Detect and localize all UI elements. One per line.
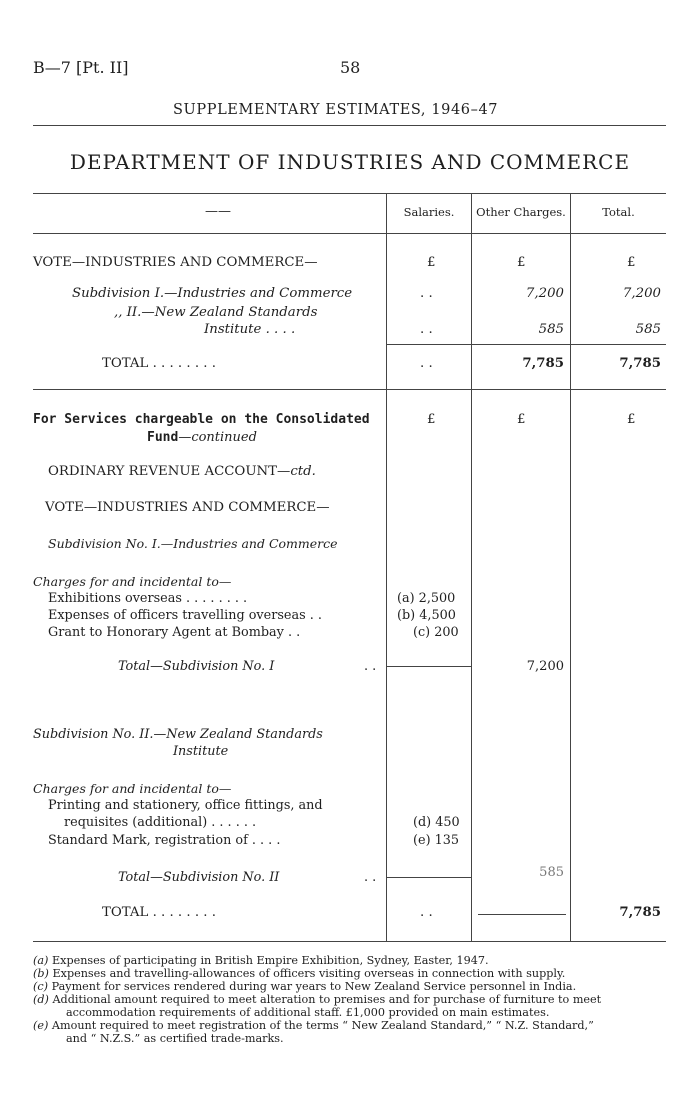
fund-word: Fund xyxy=(147,430,179,445)
other-charges-head: Other Charges. xyxy=(476,205,566,219)
sub2-heading-line1: Subdivision No. II.—New Zealand Standards xyxy=(33,727,323,742)
sub2-heading-line2: Institute xyxy=(173,744,229,759)
summary-sub1-line: Subdivision I.—Industries and Commerce xyxy=(72,286,353,301)
table-top-rule xyxy=(33,193,666,194)
page-number: 58 xyxy=(340,58,361,77)
header-rule xyxy=(33,125,666,126)
description-head: —— xyxy=(205,204,231,219)
footnote-d-continued xyxy=(66,1006,549,1019)
footnote-mark: (d) xyxy=(33,993,49,1006)
ordinary-account-ctd: ctd. xyxy=(290,464,316,479)
summary-sub2-line2: Institute . . . . xyxy=(204,322,296,337)
grand-total-rule xyxy=(478,914,566,915)
footnote-mark: (e) xyxy=(33,1019,49,1032)
salaries-head: Salaries. xyxy=(403,205,455,219)
detail-currency-other: £ xyxy=(517,412,526,427)
sub1-item-exhibitions: Exhibitions overseas . . . . . . . . xyxy=(48,591,248,606)
grand-total: 7,785 xyxy=(619,905,661,920)
sub2-total-rule xyxy=(386,877,471,878)
summary-total-other: 7,785 xyxy=(522,356,564,371)
summary-vote-title: VOTE—INDUSTRIES AND COMMERCE— xyxy=(33,255,318,270)
total-head: Total. xyxy=(602,205,635,219)
column-rule-other xyxy=(471,193,472,941)
summary-currency-total: £ xyxy=(627,255,636,270)
table-bottom-rule xyxy=(33,941,666,942)
summary-subtotal-rule xyxy=(386,344,666,345)
footnote-mark: (c) xyxy=(33,980,48,993)
sub2-amount-printing: (d) 450 xyxy=(413,815,460,830)
ordinary-account-text: ORDINARY REVENUE ACCOUNT— xyxy=(48,464,291,479)
sub2-item-printing-line1: Printing and stationery, office fittings, and xyxy=(48,798,323,813)
footnote-text: and “ N.Z.S.” as certified trade-marks. xyxy=(66,1032,284,1045)
footnote-text: Payment for services rendered during war years to New Zealand Service personnel in India. xyxy=(51,980,577,993)
footnote-text: Expenses and travelling-allowances of officers visiting overseas in connection with supply. xyxy=(52,967,566,980)
sub1-total-other: 7,200 xyxy=(526,659,564,674)
charges2-heading: Charges for and incidental to— xyxy=(33,781,232,796)
sub1-total-dots: . . xyxy=(364,659,377,674)
sub2-total-label: Total—Subdivision No. II xyxy=(118,870,280,885)
summary-sub1-other: 7,200 xyxy=(525,286,564,301)
footnote-text: Expenses of participating in British Empire Exhibition, Sydney, Easter, 1947. xyxy=(51,954,489,967)
footnote-d xyxy=(33,993,601,1006)
detail-vote-title: VOTE—INDUSTRIES AND COMMERCE— xyxy=(45,500,330,515)
sub2-item-printing-line2: requisites (additional) . . . . . . xyxy=(64,815,257,830)
sub2-total-dots: . . xyxy=(364,870,377,885)
footnote-text: accommodation requirements of additional staff. £1,000 provided on main estimates. xyxy=(66,1006,550,1019)
footnote-c xyxy=(33,980,576,993)
footnote-mark: (a) xyxy=(33,954,49,967)
ordinary-account-heading xyxy=(48,464,316,479)
detail-currency-salaries: £ xyxy=(427,412,436,427)
sub1-amount-grant: (c) 200 xyxy=(413,625,459,640)
charges1-heading: Charges for and incidental to— xyxy=(33,574,232,589)
sub1-amount-exhibitions: (a) 2,500 xyxy=(397,591,456,606)
summary-sub1-total: 7,200 xyxy=(622,286,661,301)
footnote-text: Amount required to meet registration of the terms “ New Zealand Standard,” “ N.Z. Standard,” xyxy=(51,1019,594,1032)
detail-currency-total: £ xyxy=(627,412,636,427)
column-rule-total xyxy=(570,193,571,941)
sub2-total-other: 585 xyxy=(539,865,564,880)
sub1-item-grant: Grant to Honorary Agent at Bombay . . xyxy=(48,625,301,640)
summary-currency-other: £ xyxy=(517,255,526,270)
summary-sub2-other: 585 xyxy=(538,322,564,337)
sub1-heading: Subdivision No. I.—Industries and Commerce xyxy=(48,536,338,551)
summary-total-label: TOTAL . . . . . . . . xyxy=(102,356,216,371)
footnote-e xyxy=(33,1019,594,1032)
table-head-rule xyxy=(33,233,666,234)
consolidated-heading: For Services chargeable on the Consolidated xyxy=(33,412,370,427)
sub2-amount-standard-mark: (e) 135 xyxy=(413,833,460,848)
sub1-total-label: Total—Subdivision No. I xyxy=(118,659,275,674)
footnote-e-continued xyxy=(66,1032,284,1045)
consolidated-fund-line xyxy=(147,430,257,445)
footnote-mark: (b) xyxy=(33,967,49,980)
summary-total-salaries: . . xyxy=(420,356,433,371)
summary-sub2-total: 585 xyxy=(635,322,661,337)
sub2-item-standard-mark: Standard Mark, registration of . . . . xyxy=(48,833,281,848)
summary-end-rule xyxy=(33,389,666,390)
summary-sub2-line1: ,, II.—New Zealand Standards xyxy=(114,305,318,320)
document-code: B—7 [Pt. II] xyxy=(33,58,129,77)
sub1-item-travel: Expenses of officers travelling overseas . . xyxy=(48,608,322,623)
running-title: SUPPLEMENTARY ESTIMATES, 1946–47 xyxy=(173,102,499,118)
summary-sub2-salaries: . . xyxy=(420,322,433,337)
continued-word: —continued xyxy=(178,430,257,445)
sub1-total-rule xyxy=(386,666,471,667)
footnote-a xyxy=(33,954,489,967)
summary-currency-salaries: £ xyxy=(427,255,436,270)
summary-sub1-salaries: . . xyxy=(420,286,433,301)
grand-total-salaries: . . xyxy=(420,905,433,920)
grand-total-label: TOTAL . . . . . . . . xyxy=(102,905,216,920)
summary-total-total: 7,785 xyxy=(619,356,661,371)
footnote-b xyxy=(33,967,565,980)
sub1-amount-travel: (b) 4,500 xyxy=(397,608,456,623)
department-title: DEPARTMENT OF INDUSTRIES AND COMMERCE xyxy=(69,150,631,174)
footnote-text: Additional amount required to meet alteration to premises and for purchase of furniture to meet xyxy=(52,993,602,1006)
column-rule-salaries xyxy=(386,193,387,941)
